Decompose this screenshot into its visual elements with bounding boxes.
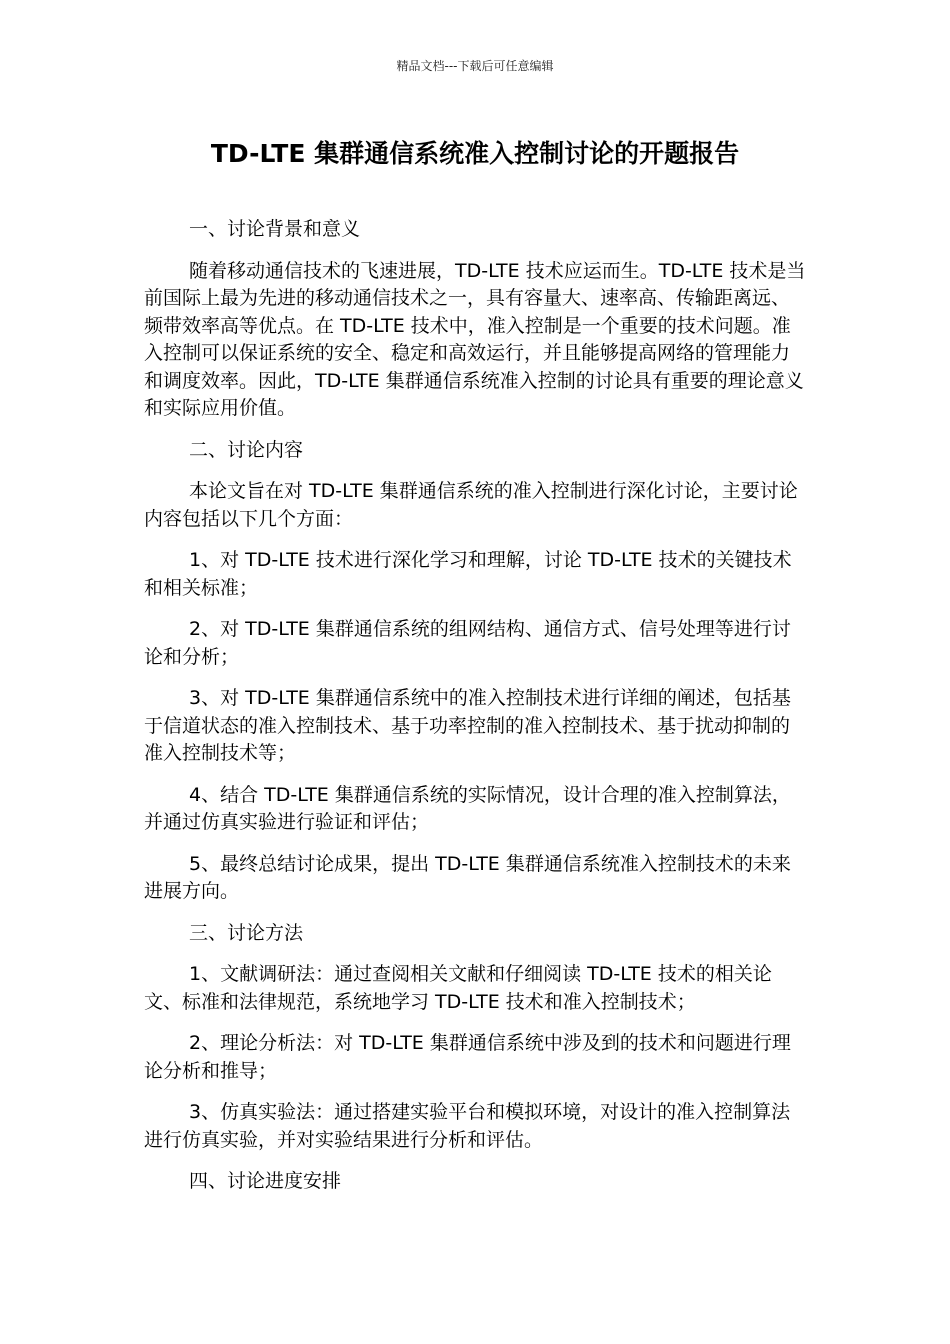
section-heading-schedule: 四、讨论进度安排 [189, 1170, 342, 1192]
document-body [144, 216, 806, 1210]
method-list-item: 3、仿真实验法：通过搭建实验平台和模拟环境，对设计的准入控制算法进行仿真实验，并对实验结果进行分析和评估。 [144, 1101, 791, 1151]
method-list-item: 1、文献调研法：通过查阅相关文献和仔细阅读 TD-LTE 技术的相关论文、标准和法律规范，系统地学习 TD-LTE 技术和准入控制技术； [144, 963, 772, 1013]
content-list-item: 5、最终总结讨论成果，提出 TD-LTE 集群通信系统准入控制技术的未来进展方向。 [144, 852, 791, 902]
method-list-item: 2、理论分析法：对 TD-LTE 集群通信系统中涉及到的技术和问题进行理论分析和推导； [144, 1032, 791, 1082]
document-title: TD-LTE 集群通信系统准入控制讨论的开题报告 [210, 139, 740, 168]
content-list-item: 2、对 TD-LTE 集群通信系统的组网结构、通信方式、信号处理等进行讨论和分析； [144, 618, 791, 668]
section-heading-methods: 三、讨论方法 [189, 921, 304, 944]
content-list-item: 3、对 TD-LTE 集群通信系统中的准入控制技术进行详细的阐述，包括基于信道状态的准入控制技术、基于功率控制的准入控制技术、基于扰动抑制的准入控制技术等； [144, 687, 791, 764]
header-note: 精品文档---下载后可任意编辑 [396, 59, 554, 73]
section-heading-background: 一、讨论背景和意义 [189, 218, 361, 240]
section-heading-content: 二、讨论内容 [189, 438, 304, 461]
paragraph-content-intro: 本论文旨在对 TD-LTE 集群通信系统的准入控制进行深化讨论，主要讨论内容包括以下几个方面： [144, 480, 798, 530]
content-list-item: 4、结合 TD-LTE 集群通信系统的实际情况，设计合理的准入控制算法，并通过仿真实验进行验证和评估； [144, 783, 791, 833]
paragraph-background: 随着移动通信技术的飞速进展，TD-LTE 技术应运而生。TD-LTE 技术是当前国际上最为先进的移动通信技术之一，具有容量大、速率高、传输距离远、频带效率高等优点。在 TD-LTE 技术中，准入控制是一个重要的技术问题。准入控制可以保证系统的安全、稳定和高效运行，并且能够提高网络的管理能力和调度效率。因此，TD-LTE 集群通信系统准入控制的讨论具有重要的理论意义和实际应用价值。 [144, 259, 806, 419]
content-list-item: 1、对 TD-LTE 技术进行深化学习和理解，讨论 TD-LTE 技术的关键技术和相关标准； [144, 549, 792, 599]
